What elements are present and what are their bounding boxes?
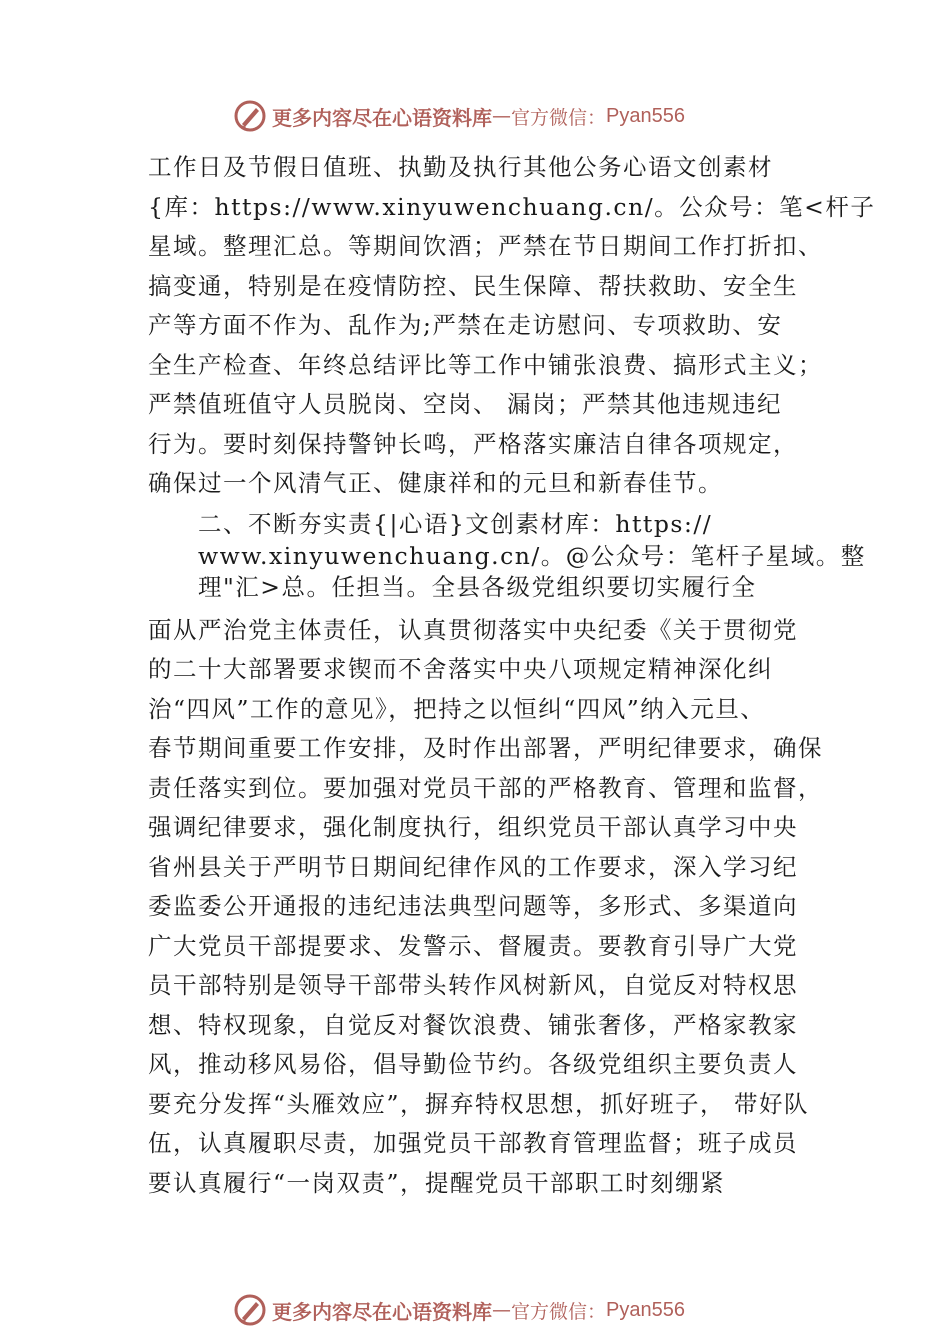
banner-separator: — [492,1299,511,1321]
body-line: 搞变通，特别是在疫情防控、民生保障、帮扶救助、安全生 [148,272,798,300]
body-line: 治“四风”工作的意见》，把持之以恒纠“四风”纳入元旦、 [148,695,766,723]
body-line: 严禁值班值守人员脱岗、空岗、 漏岗；严禁其他违规违纪 [148,390,782,418]
body-line: 强调纪律要求，强化制度执行，组织党员干部认真学习中央 [148,813,798,841]
header-banner [232,96,752,136]
banner-separator: — [492,105,511,127]
footer-banner [232,1290,752,1330]
pen-logo-icon [232,1292,268,1328]
body-line: {库：https://www.xinyuwenchuang.cn/。公众号：笔<杆子 [148,193,876,221]
section-heading-line: 理"汇>总。任担当。全县各级党组织要切实履行全 [198,573,757,601]
body-line: 要认真履行“一岗双责”，提醒党员干部职工时刻绷紧 [148,1169,726,1197]
body-line: 产等方面不作为、乱作为;严禁在走访慰问、专项救助、安 [148,311,783,339]
body-line: 的二十大部署要求锲而不舍落实中央八项规定精神深化纠 [148,655,773,683]
body-line: 风，推动移风易俗，倡导勤俭节约。各级党组织主要负责人 [148,1050,798,1078]
body-line: 伍，认真履职尽责，加强党员干部教育管理监督；班子成员 [148,1129,798,1157]
body-line: 想、特权现象，自觉反对餐饮浪费、铺张奢侈，严格家教家 [148,1011,798,1039]
section-heading-line: www.xinyuwenchuang.cn/。@公众号：笔杆子星域。整 [198,542,866,570]
body-line: 面从严治党主体责任，认真贯彻落实中央纪委《关于贯彻党 [148,616,798,644]
body-line: 行为。要时刻保持警钟长鸣，严格落实廉洁自律各项规定， [148,430,798,458]
body-line: 工作日及节假日值班、执勤及执行其他公务心语文创素材 [148,153,773,181]
body-line: 春节期间重要工作安排，及时作出部署，严明纪律要求，确保 [148,734,823,762]
body-line: 要充分发挥“头雁效应”，摒弃特权思想，抓好班子， 带好队 [148,1090,809,1118]
body-line: 广大党员干部提要求、发警示、督履责。要教育引导广大党 [148,932,798,960]
banner-slogan: 更多内容尽在心语资料库 [272,105,492,130]
banner-wechat-id: Pyan556 [606,104,685,127]
body-line: 确保过一个风清气正、健康祥和的元旦和新春佳节。 [148,469,723,497]
banner-wechat-id: Pyan556 [606,1298,685,1321]
banner-wechat-label: 官方微信： [511,1300,607,1323]
banner-slogan: 更多内容尽在心语资料库 [272,1299,492,1324]
section-heading-line: 二、不断夯实责{|心语}文创素材库：https:// [198,510,713,538]
body-line: 星域。整理汇总。等期间饮酒；严禁在节日期间工作打折扣、 [148,232,823,260]
banner-wechat-label: 官方微信： [511,106,607,129]
body-line: 省州县关于严明节日期间纪律作风的工作要求，深入学习纪 [148,853,798,881]
body-line: 员干部特别是领导干部带头转作风树新风，自觉反对特权思 [148,971,798,999]
body-line: 责任落实到位。要加强对党员干部的严格教育、管理和监督， [148,774,823,802]
body-line: 全生产检查、年终总结评比等工作中铺张浪费、搞形式主义； [148,351,823,379]
pen-logo-icon [232,98,268,134]
body-line: 委监委公开通报的违纪违法典型问题等，多形式、多渠道向 [148,892,798,920]
